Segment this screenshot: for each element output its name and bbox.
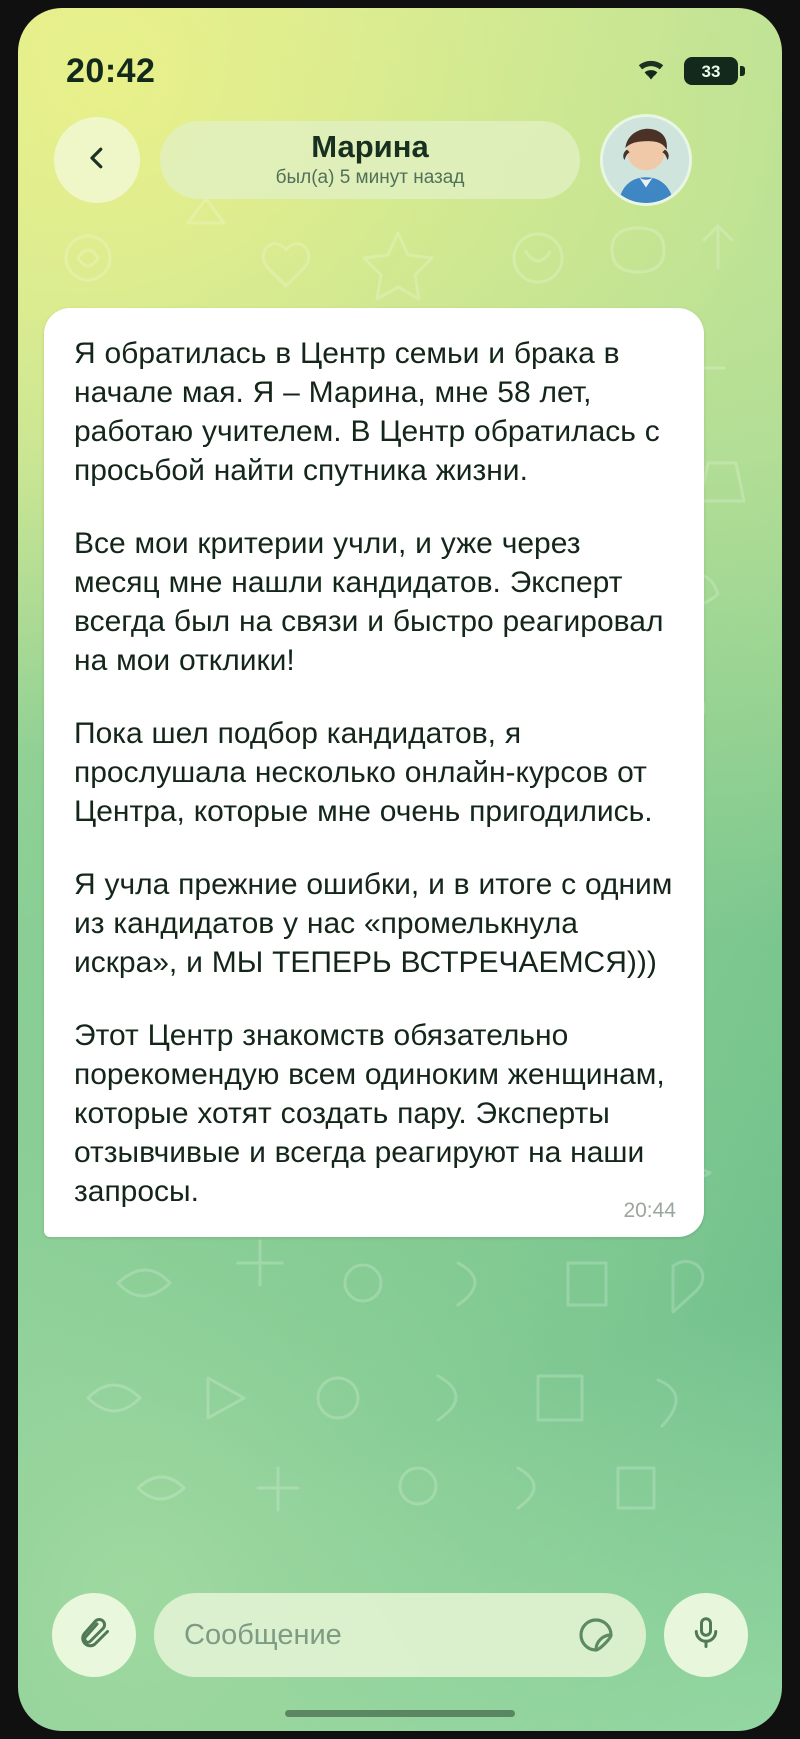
microphone-button[interactable] [664,1593,748,1677]
message-paragraph: Я учла прежние ошибки, и в итоге с одним из кандидатов у нас «промелькнула искра», и МЫ ТЕПЕРЬ ВСТРЕЧАЕМСЯ))) [74,868,673,979]
contact-info[interactable] [160,121,580,199]
status-clock: 20:42 [66,51,156,90]
message-paragraph: Я обратилась в Центр семьи и брака в начале мая. Я – Марина, мне 58 лет, работаю учителем. В Центр обратилась с просьбой найти спутника жизни. [74,337,660,487]
microphone-icon [688,1615,724,1656]
back-button[interactable] [54,117,140,203]
message-input-bar [18,1585,782,1685]
contact-last-seen: был(а) 5 минут назад [275,166,465,188]
message-paragraph: Этот Центр знакомств обязательно порекомендую всем одиноким женщинам, которые хотят создать пару. Эксперты отзывчивые и всегда реагируют на наши запросы. [74,1019,665,1208]
chevron-left-icon [82,143,112,178]
wifi-icon [632,55,670,88]
battery-level-label: 33 [701,61,721,81]
chat-header [18,112,782,208]
sticker-icon[interactable] [576,1615,616,1655]
battery-indicator [684,57,738,85]
status-indicators [632,55,738,88]
message-paragraph: Пока шел подбор кандидатов, я прослушала несколько онлайн-курсов от Центра, которые мне очень пригодились. [74,717,653,828]
avatar[interactable] [600,114,692,206]
message-input[interactable] [154,1593,646,1677]
home-indicator [285,1710,515,1717]
attach-button[interactable] [52,1593,136,1677]
paperclip-icon [76,1615,112,1656]
contact-name: Марина [311,129,429,165]
message-timestamp: 20:44 [623,1199,676,1222]
message-list [18,308,782,1237]
message-paragraph: Все мои критерии учли, и уже через месяц мне нашли кандидатов. Эксперт всегда был на связи и быстро реагировал на мои отклики! [74,527,664,677]
status-bar [18,8,782,104]
message-input-placeholder: Сообщение [184,1618,342,1651]
chat-screen [18,8,782,1731]
message-bubble[interactable] [44,308,704,1237]
